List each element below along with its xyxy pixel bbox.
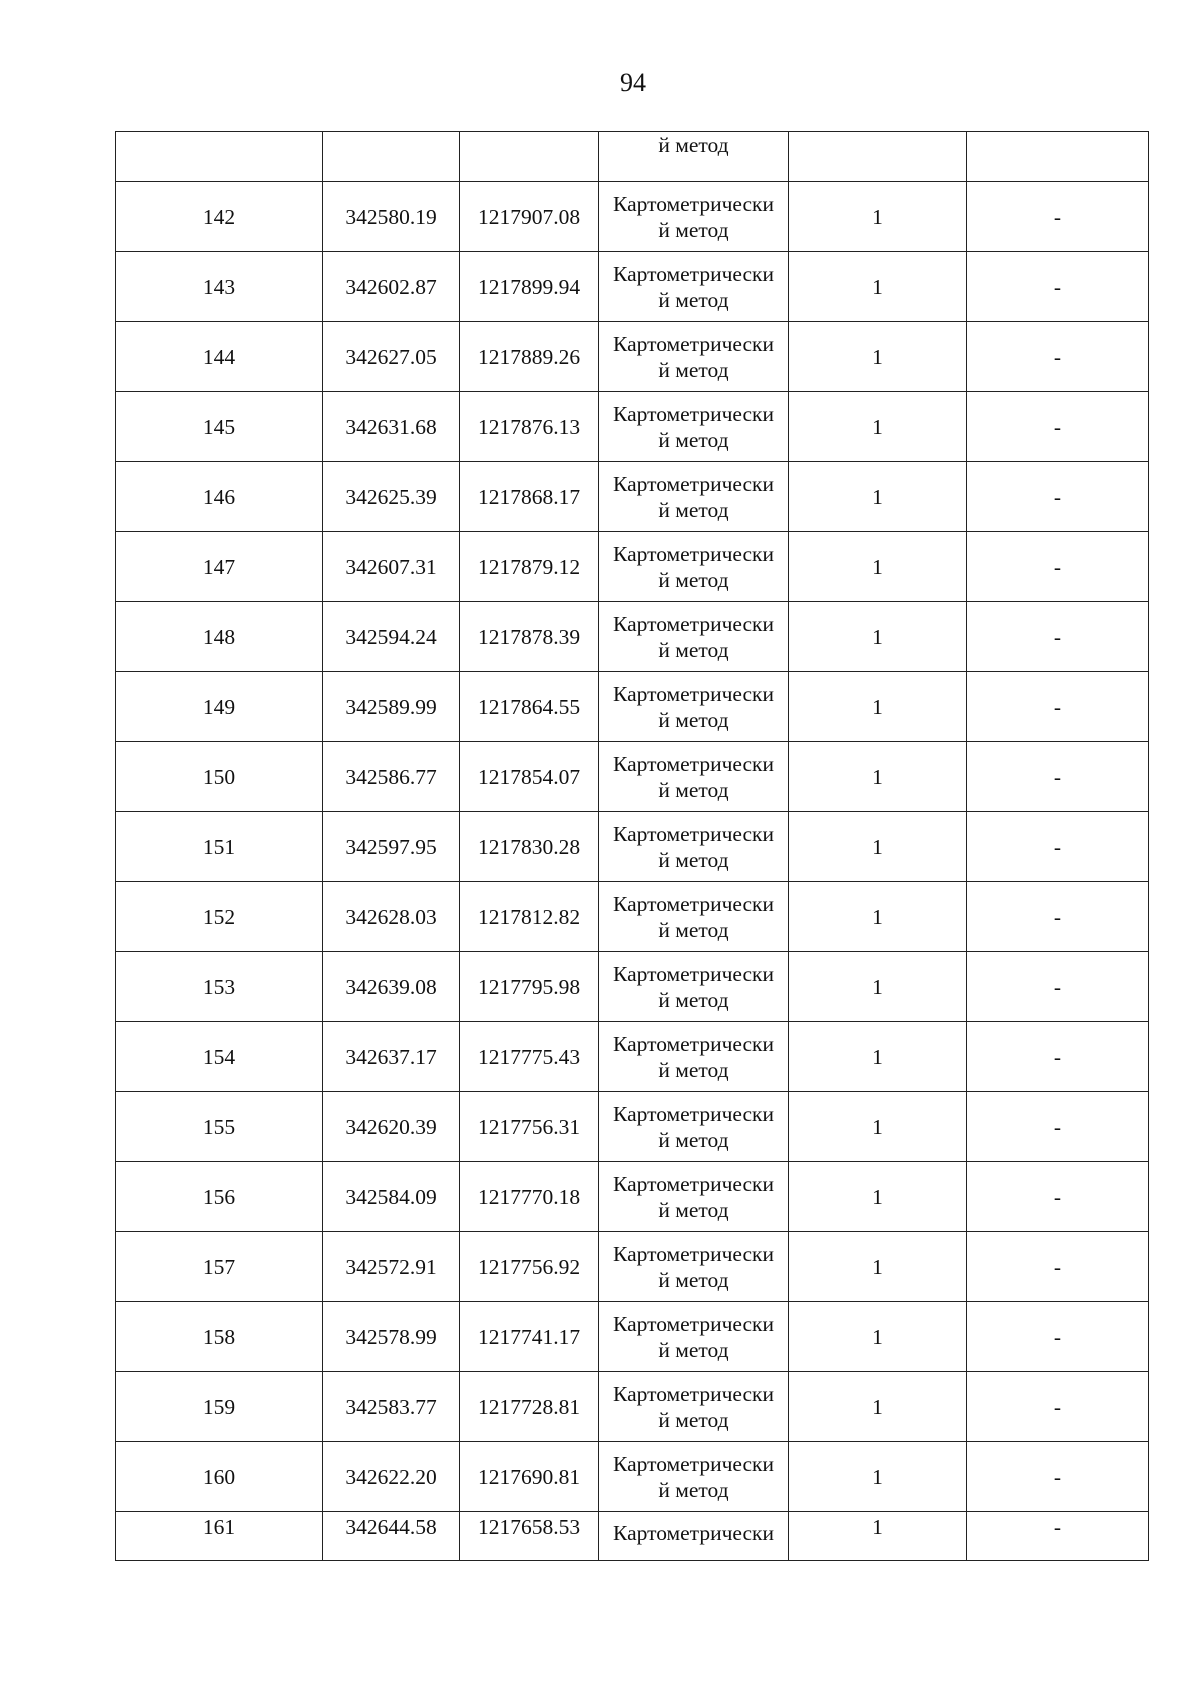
point-cell: 158 [116,1302,323,1372]
method-line-2: й метод [658,1477,729,1502]
note-cell: - [967,812,1149,882]
table-row [116,602,1149,672]
table-row [116,672,1149,742]
method-line-2: й метод [658,567,729,592]
note-cell: - [967,1232,1149,1302]
accuracy-cell: 1 [789,322,967,392]
method-cell [599,182,789,252]
method-line-1: Картометрически [613,1311,774,1336]
method-line-2: й метод [658,777,729,802]
point-cell: 157 [116,1232,323,1302]
method-cell [599,602,789,672]
table-row [116,952,1149,1022]
note-cell: - [967,462,1149,532]
note-cell: - [967,392,1149,462]
method-line-2: й метод [658,1197,729,1222]
accuracy-cell: 1 [789,1092,967,1162]
point-cell: 144 [116,322,323,392]
y-coordinate-cell: 1217658.53 [460,1512,599,1561]
note-cell: - [967,182,1149,252]
table-row [116,1022,1149,1092]
table-row [116,532,1149,602]
x-coordinate-cell: 342637.17 [323,1022,460,1092]
method-cell [599,392,789,462]
note-cell [967,132,1149,182]
accuracy-cell: 1 [789,1372,967,1442]
method-cell [599,532,789,602]
y-coordinate-cell [460,132,599,182]
method-line-2: й метод [658,1057,729,1082]
method-cell [599,252,789,322]
point-cell: 152 [116,882,323,952]
y-coordinate-cell: 1217756.92 [460,1232,599,1302]
table-row [116,1232,1149,1302]
method-cell [599,812,789,882]
x-coordinate-cell: 342625.39 [323,462,460,532]
method-line-2: й метод [658,847,729,872]
table-row [116,882,1149,952]
y-coordinate-cell: 1217770.18 [460,1162,599,1232]
point-cell: 149 [116,672,323,742]
note-cell: - [967,1372,1149,1442]
table-row [116,252,1149,322]
x-coordinate-cell: 342586.77 [323,742,460,812]
point-cell: 143 [116,252,323,322]
y-coordinate-cell: 1217854.07 [460,742,599,812]
x-coordinate-cell: 342644.58 [323,1512,460,1561]
method-cell [599,672,789,742]
accuracy-cell: 1 [789,1442,967,1512]
y-coordinate-cell: 1217879.12 [460,532,599,602]
accuracy-cell: 1 [789,1232,967,1302]
table-row [116,182,1149,252]
x-coordinate-cell: 342631.68 [323,392,460,462]
method-line-2: й метод [658,357,729,382]
method-cell [599,1372,789,1442]
y-coordinate-cell: 1217775.43 [460,1022,599,1092]
accuracy-cell: 1 [789,812,967,882]
method-cell [599,952,789,1022]
method-line-2: й метод [658,427,729,452]
y-coordinate-cell: 1217889.26 [460,322,599,392]
method-line-2: й метод [658,287,729,312]
table-row [116,1162,1149,1232]
table-row [116,1512,1149,1561]
method-cell [599,322,789,392]
note-cell: - [967,532,1149,602]
method-line-2: й метод [658,1337,729,1362]
y-coordinate-cell: 1217728.81 [460,1372,599,1442]
point-cell: 154 [116,1022,323,1092]
method-line-1: Картометрически [613,891,774,916]
point-cell: 150 [116,742,323,812]
method-line-1: Картометрически [613,191,774,216]
note-cell: - [967,1162,1149,1232]
note-cell: - [967,1442,1149,1512]
note-cell: - [967,602,1149,672]
method-line-2: й метод [658,1127,729,1152]
method-line-2: й метод [658,497,729,522]
y-coordinate-cell: 1217878.39 [460,602,599,672]
y-coordinate-cell: 1217690.81 [460,1442,599,1512]
accuracy-cell: 1 [789,392,967,462]
x-coordinate-cell: 342589.99 [323,672,460,742]
point-cell [116,132,323,182]
note-cell: - [967,672,1149,742]
accuracy-cell: 1 [789,1022,967,1092]
accuracy-cell: 1 [789,532,967,602]
method-line-1: Картометрически [613,681,774,706]
method-line-2: й метод [658,987,729,1012]
x-coordinate-cell: 342594.24 [323,602,460,672]
y-coordinate-cell: 1217812.82 [460,882,599,952]
y-coordinate-cell: 1217830.28 [460,812,599,882]
accuracy-cell: 1 [789,1512,967,1561]
note-cell: - [967,742,1149,812]
method-line-1: Картометрически [613,1451,774,1476]
method-line-2: й метод [658,637,729,662]
table-row [116,462,1149,532]
accuracy-cell: 1 [789,602,967,672]
method-line-1: Картометрически [613,541,774,566]
point-cell: 159 [116,1372,323,1442]
accuracy-cell: 1 [789,462,967,532]
method-line-1: Картометрически [613,961,774,986]
method-line-2: й метод [658,1407,729,1432]
method-line-2: й метод [658,707,729,732]
y-coordinate-cell: 1217864.55 [460,672,599,742]
x-coordinate-cell: 342628.03 [323,882,460,952]
method-cell [599,1162,789,1232]
x-coordinate-cell: 342602.87 [323,252,460,322]
method-line-1: Картометрически [613,401,774,426]
point-cell: 161 [116,1512,323,1561]
table-row [116,1092,1149,1162]
method-cell [599,882,789,952]
method-line-1: Картометрически [613,1381,774,1406]
x-coordinate-cell: 342639.08 [323,952,460,1022]
method-line-1: Картометрически [613,1101,774,1126]
point-cell: 155 [116,1092,323,1162]
table-row [116,322,1149,392]
x-coordinate-cell: 342607.31 [323,532,460,602]
method-cell: й метод [599,132,789,182]
method-cell [599,1092,789,1162]
point-cell: 145 [116,392,323,462]
note-cell: - [967,1512,1149,1561]
point-cell: 146 [116,462,323,532]
method-line-2: й метод [658,917,729,942]
x-coordinate-cell: 342597.95 [323,812,460,882]
x-coordinate-cell: 342622.20 [323,1442,460,1512]
point-cell: 148 [116,602,323,672]
note-cell: - [967,252,1149,322]
y-coordinate-cell: 1217868.17 [460,462,599,532]
accuracy-cell: 1 [789,742,967,812]
method-cell [599,1022,789,1092]
continuation-row [116,132,1149,182]
accuracy-cell: 1 [789,182,967,252]
accuracy-cell: 1 [789,882,967,952]
table-row [116,1302,1149,1372]
x-coordinate-cell: 342572.91 [323,1232,460,1302]
method-line-1: Картометрически [613,261,774,286]
y-coordinate-cell: 1217899.94 [460,252,599,322]
accuracy-cell: 1 [789,672,967,742]
table-row [116,1442,1149,1512]
point-cell: 142 [116,182,323,252]
x-coordinate-cell: 342584.09 [323,1162,460,1232]
method-line-2: й метод [658,1267,729,1292]
x-coordinate-cell [323,132,460,182]
y-coordinate-cell: 1217907.08 [460,182,599,252]
table-row [116,1372,1149,1442]
method-line-1: Картометрически [613,611,774,636]
accuracy-cell: 1 [789,1162,967,1232]
x-coordinate-cell: 342627.05 [323,322,460,392]
point-cell: 156 [116,1162,323,1232]
note-cell: - [967,1092,1149,1162]
method-cell [599,1442,789,1512]
y-coordinate-cell: 1217795.98 [460,952,599,1022]
table-row [116,742,1149,812]
method-line-1: Картометрически [613,331,774,356]
method-cell [599,1302,789,1372]
page-number: 94 [620,68,646,97]
note-cell: - [967,322,1149,392]
y-coordinate-cell: 1217756.31 [460,1092,599,1162]
method-line-2: й метод [658,217,729,242]
method-cell [599,742,789,812]
note-cell: - [967,1022,1149,1092]
x-coordinate-cell: 342580.19 [323,182,460,252]
y-coordinate-cell: 1217741.17 [460,1302,599,1372]
method-line-1: Картометрически [613,751,774,776]
y-coordinate-cell: 1217876.13 [460,392,599,462]
coordinates-table [115,131,1149,1561]
note-cell: - [967,882,1149,952]
x-coordinate-cell: 342583.77 [323,1372,460,1442]
x-coordinate-cell: 342578.99 [323,1302,460,1372]
point-cell: 151 [116,812,323,882]
method-line-1: Картометрически [613,471,774,496]
table-row [116,812,1149,882]
x-coordinate-cell: 342620.39 [323,1092,460,1162]
point-cell: 160 [116,1442,323,1512]
method-line-1: Картометрически [613,1521,774,1545]
method-cell [599,462,789,532]
note-cell: - [967,1302,1149,1372]
note-cell: - [967,952,1149,1022]
method-line-1: Картометрически [613,1241,774,1266]
method-line-1: Картометрически [613,1031,774,1056]
accuracy-cell [789,132,967,182]
method-cell [599,1512,789,1561]
point-cell: 147 [116,532,323,602]
accuracy-cell: 1 [789,952,967,1022]
method-line-1: Картометрически [613,821,774,846]
accuracy-cell: 1 [789,252,967,322]
table-row [116,392,1149,462]
point-cell: 153 [116,952,323,1022]
method-line-1: Картометрически [613,1171,774,1196]
accuracy-cell: 1 [789,1302,967,1372]
method-cell [599,1232,789,1302]
